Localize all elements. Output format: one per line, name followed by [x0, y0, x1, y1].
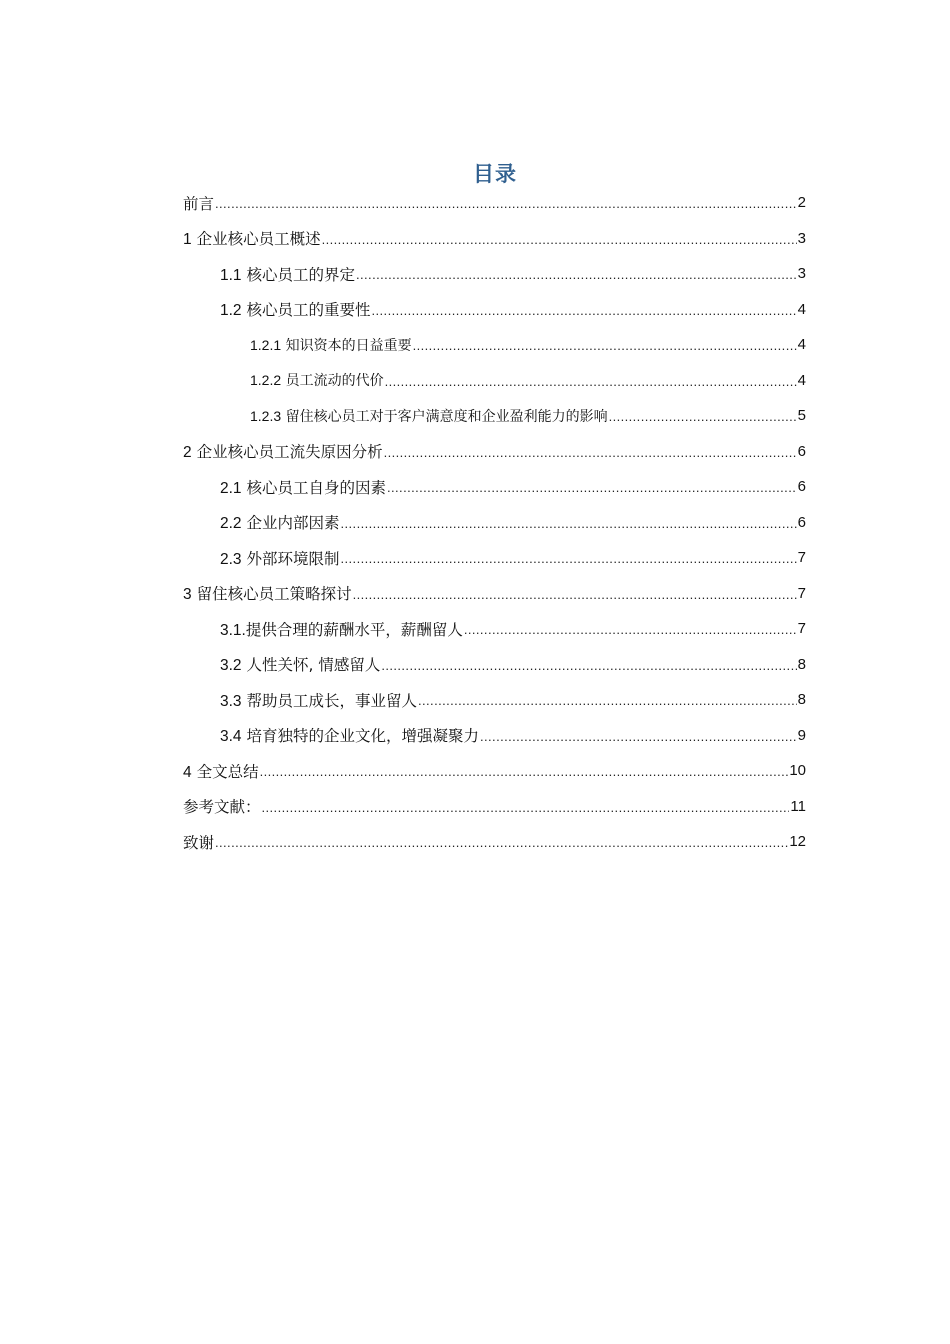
toc-entry-page: 4	[797, 371, 806, 389]
toc-entry-section-1-1[interactable]	[183, 256, 806, 292]
dot-leader	[215, 835, 788, 850]
toc-entry-number: 2.2	[220, 515, 242, 533]
toc-entry-page: 11	[790, 797, 806, 815]
toc-title: 目录	[473, 162, 517, 186]
toc-entry-section-3-2[interactable]	[183, 647, 806, 683]
toc-entry-section-2-1[interactable]	[183, 469, 806, 505]
toc-entry-title	[220, 618, 463, 640]
toc-entry-label: 企业核心员工流失原因分析	[196, 443, 383, 462]
toc-entry-page: 7	[797, 549, 806, 567]
toc-entry-title	[250, 370, 384, 390]
toc-entry-label: 培育独特的企业文化，增强凝聚力	[246, 727, 480, 746]
dot-leader	[372, 303, 797, 318]
toc-entry-chapter-4[interactable]	[183, 753, 806, 789]
dot-leader	[387, 480, 797, 495]
toc-entry-section-3-4[interactable]	[183, 718, 806, 754]
dot-leader	[609, 409, 797, 424]
toc-entry-title	[183, 440, 383, 462]
toc-entry-page: 9	[797, 726, 806, 744]
toc-entry-label: 核心员工自身的因素	[246, 478, 387, 497]
toc-entry-title	[183, 831, 214, 853]
dot-leader	[356, 267, 797, 282]
toc-entry-label: 外部环境限制	[246, 549, 340, 568]
dot-leader	[341, 551, 797, 566]
toc-entry-number: 1.2.3	[250, 407, 282, 424]
toc-entry-section-2-3[interactable]	[183, 540, 806, 576]
toc-entry-page: 10	[789, 762, 806, 780]
toc-entry-title	[220, 724, 479, 746]
toc-entry-label: 人性关怀, 情感留人	[246, 656, 381, 675]
toc-entry-number: 2.3	[220, 550, 242, 568]
toc-entry-title	[183, 227, 321, 249]
toc-entry-number: 4	[183, 763, 192, 781]
toc-entry-section-3-1[interactable]	[183, 611, 806, 647]
toc-entry-label: 致谢	[183, 833, 215, 852]
toc-entry-label: 帮助员工成长，事业留人	[246, 691, 418, 710]
toc-entry-page: 6	[797, 513, 806, 531]
dot-leader	[353, 587, 797, 602]
toc-entry-title	[250, 335, 412, 355]
toc-entry-title	[220, 653, 380, 675]
dot-leader	[322, 232, 797, 247]
dot-leader	[260, 764, 789, 779]
toc-entry-number: 3.3	[220, 692, 242, 710]
toc-entry-title	[220, 476, 386, 498]
dot-leader	[341, 516, 797, 531]
toc-entry-page: 5	[797, 407, 806, 425]
toc-entry-page: 7	[797, 620, 806, 638]
dot-leader	[262, 800, 790, 815]
toc-entry-page: 7	[797, 584, 806, 602]
toc-entry-number: 2.1	[220, 479, 242, 497]
dot-leader	[384, 445, 797, 460]
toc-entry-title	[183, 582, 352, 604]
toc-entry-section-2-2[interactable]	[183, 505, 806, 541]
toc-entry-label: 企业核心员工概述	[196, 230, 321, 249]
toc-entry-page: 12	[789, 833, 806, 851]
toc-entry-page: 3	[797, 265, 806, 283]
toc-entry-title	[220, 511, 340, 533]
toc-entry-section-1-2-3[interactable]	[183, 398, 806, 434]
toc-entry-page: 6	[797, 478, 806, 496]
table-of-contents	[183, 185, 806, 860]
toc-entry-page: 8	[797, 691, 806, 709]
toc-entry-section-1-2[interactable]	[183, 292, 806, 328]
toc-entry-page: 8	[797, 655, 806, 673]
toc-entry-title	[220, 263, 355, 285]
toc-entry-title	[250, 406, 608, 426]
toc-entry-label: 知识资本的日益重要	[285, 337, 412, 354]
toc-entry-chapter-2[interactable]	[183, 434, 806, 470]
toc-entry-number: 2	[183, 444, 192, 462]
toc-entry-page: 4	[797, 336, 806, 354]
dot-leader	[464, 622, 797, 637]
toc-entry-page: 2	[797, 194, 806, 212]
toc-entry-label: 提供合理的薪酬水平，薪酬留人	[245, 620, 463, 639]
toc-entry-number: 1.2.2	[250, 372, 282, 389]
toc-entry-label: 核心员工的界定	[246, 265, 356, 284]
toc-entry-number: 1.2	[220, 302, 242, 320]
dot-leader	[418, 693, 797, 708]
toc-entry-number: 1.2.1	[250, 336, 282, 353]
toc-entry-number: 3.4	[220, 728, 242, 746]
toc-entry-label: 全文总结	[196, 762, 259, 781]
toc-entry-title	[183, 760, 259, 782]
toc-entry-title	[220, 689, 417, 711]
toc-entry-label: 核心员工的重要性	[246, 301, 371, 320]
dot-leader	[385, 374, 797, 389]
toc-entry-title	[183, 192, 214, 214]
toc-entry-preface[interactable]	[183, 185, 806, 221]
toc-entry-title	[183, 795, 261, 817]
toc-entry-chapter-1[interactable]	[183, 221, 806, 257]
toc-entry-page: 6	[797, 442, 806, 460]
toc-entry-label: 员工流动的代价	[285, 373, 384, 390]
toc-entry-section-1-2-2[interactable]	[183, 363, 806, 399]
dot-leader	[480, 729, 797, 744]
toc-entry-references[interactable]	[183, 789, 806, 825]
toc-entry-number: 1.1	[220, 266, 242, 284]
toc-entry-number: 1	[183, 231, 192, 249]
toc-entry-page: 4	[797, 300, 806, 318]
toc-entry-number: 3.1.	[220, 621, 246, 639]
dot-leader	[215, 196, 797, 211]
toc-entry-label: 参考文献：	[183, 798, 261, 817]
toc-entry-chapter-3[interactable]	[183, 576, 806, 612]
toc-entry-label: 留住核心员工策略探讨	[196, 585, 352, 604]
toc-entry-label: 留住核心员工对于客户满意度和企业盈利能力的影响	[285, 408, 608, 425]
toc-entry-label: 企业内部因素	[246, 514, 340, 533]
toc-entry-title	[220, 547, 340, 569]
dot-leader	[413, 338, 797, 353]
toc-entry-label: 前言	[183, 194, 215, 213]
toc-entry-section-1-2-1[interactable]	[183, 327, 806, 363]
toc-entry-page: 3	[797, 229, 806, 247]
toc-entry-number: 3.2	[220, 657, 242, 675]
dot-leader	[381, 658, 796, 673]
toc-entry-section-3-3[interactable]	[183, 682, 806, 718]
toc-entry-acknowledgements[interactable]	[183, 824, 806, 860]
toc-entry-title	[220, 298, 371, 320]
toc-entry-number: 3	[183, 586, 192, 604]
